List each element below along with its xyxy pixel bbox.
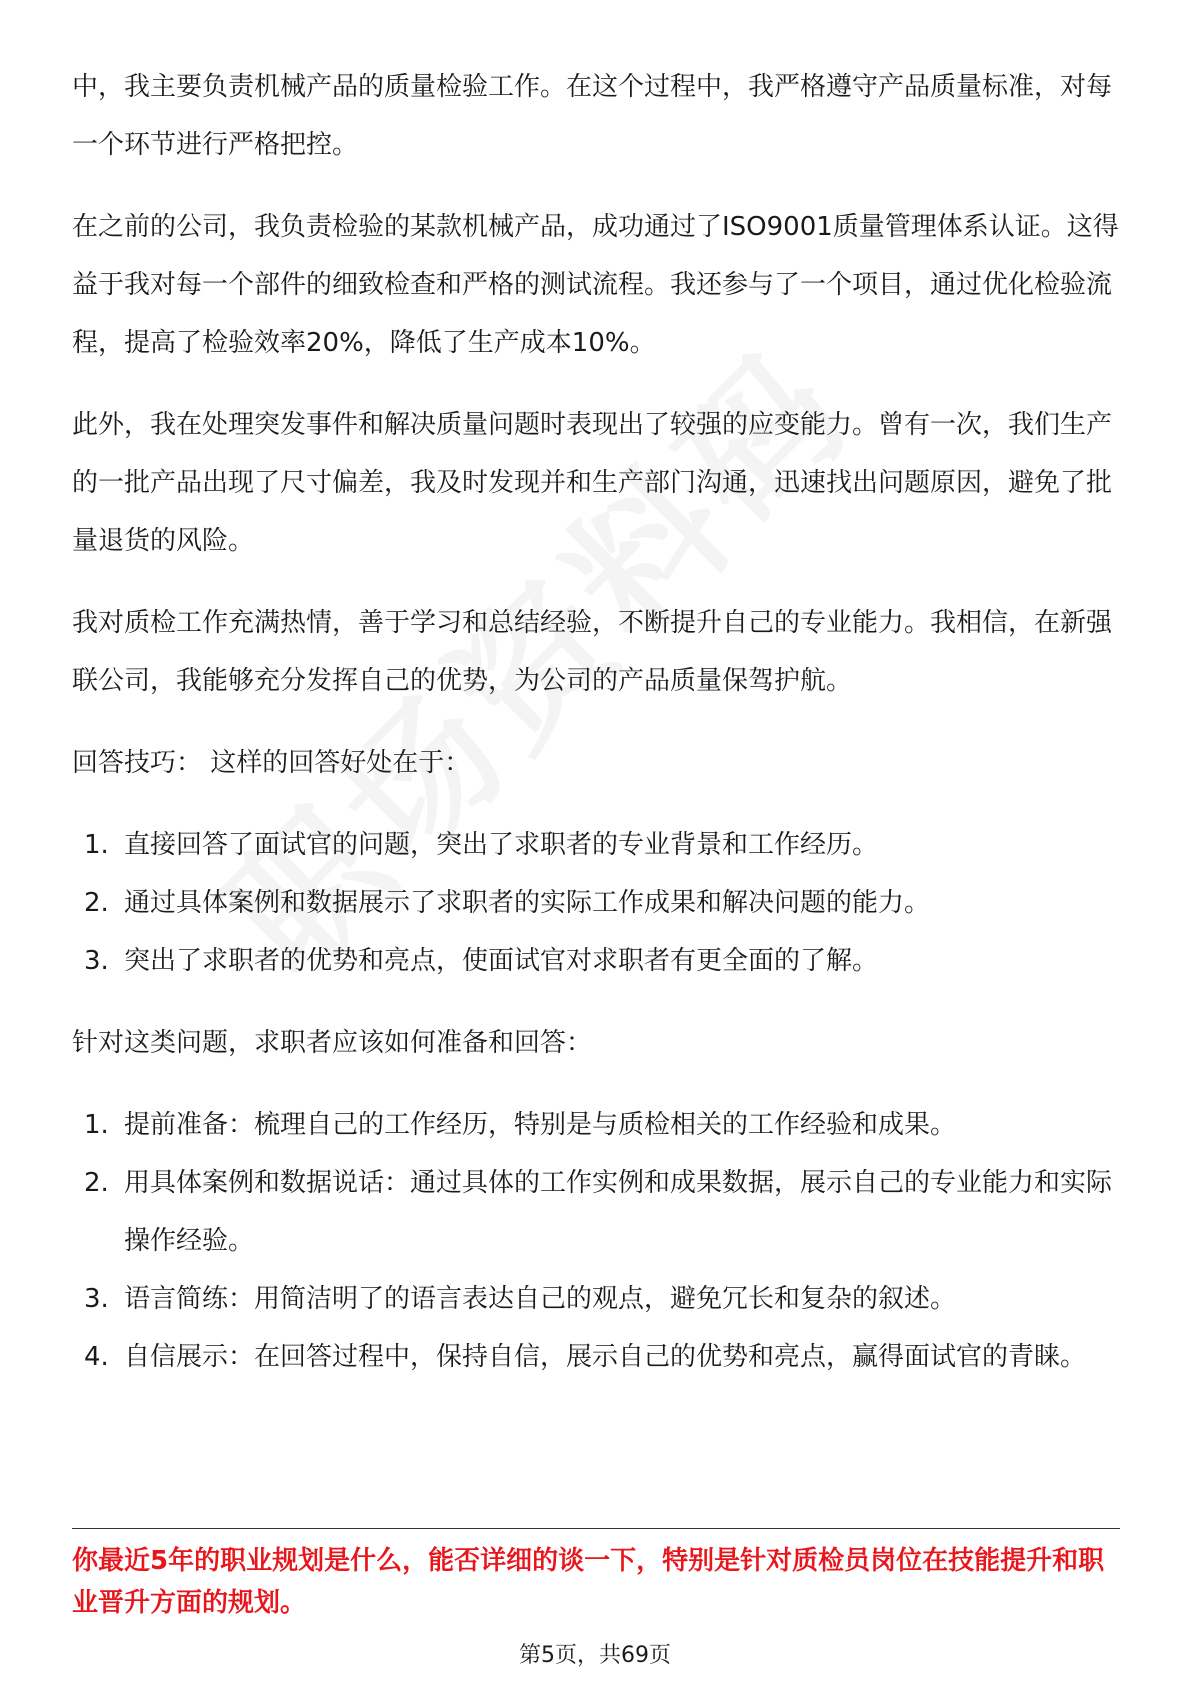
page-footer: 第5页，共69页 bbox=[519, 1643, 671, 1668]
next-question: 你最近5年的职业规划是什么，能否详细的谈一下，特别是针对质检员岗位在技能提升和职业晋升方面的规划。 bbox=[72, 1546, 1105, 1618]
paragraph-4: 我对质检工作充满热情，善于学习和总结经验，不断提升自己的专业能力。我相信，在新强联公司，我能够充分发挥自己的优势，为公司的产品质量保驾护航。 bbox=[72, 608, 1113, 696]
list-number: 1. bbox=[84, 1110, 109, 1140]
prep-heading: 针对这类问题，求职者应该如何准备和回答： bbox=[72, 1028, 593, 1058]
prep-list bbox=[72, 1096, 1120, 1386]
list-text: 提前准备：梳理自己的工作经历，特别是与质检相关的工作经验和成果。 bbox=[124, 1110, 957, 1140]
list-number: 4. bbox=[84, 1342, 109, 1372]
list-item bbox=[72, 1270, 1120, 1328]
list-number: 1. bbox=[84, 830, 109, 860]
list-number: 3. bbox=[84, 1284, 109, 1314]
list-item bbox=[72, 816, 1120, 874]
paragraph-1: 中，我主要负责机械产品的质量检验工作。在这个过程中，我严格遵守产品质量标准，对每一个环节进行严格把控。 bbox=[72, 72, 1113, 160]
list-item bbox=[72, 1154, 1120, 1270]
divider bbox=[72, 1528, 1120, 1529]
list-text: 突出了求职者的优势和亮点，使面试官对求职者有更全面的了解。 bbox=[124, 946, 879, 976]
list-number: 2. bbox=[84, 1168, 109, 1198]
list-text: 自信展示：在回答过程中，保持自信，展示自己的优势和亮点，赢得面试官的青睐。 bbox=[124, 1342, 1087, 1372]
list-text: 语言简练：用简洁明了的语言表达自己的观点，避免冗长和复杂的叙述。 bbox=[124, 1284, 957, 1314]
list-text: 用具体案例和数据说话：通过具体的工作实例和成果数据，展示自己的专业能力和实际操作经验。 bbox=[124, 1168, 1113, 1256]
tips-list bbox=[72, 816, 1120, 990]
list-item bbox=[72, 932, 1120, 990]
page-content bbox=[72, 58, 1120, 1410]
list-text: 通过具体案例和数据展示了求职者的实际工作成果和解决问题的能力。 bbox=[124, 888, 931, 918]
list-item bbox=[72, 874, 1120, 932]
list-number: 3. bbox=[84, 946, 109, 976]
tips-heading: 回答技巧： 这样的回答好处在于： bbox=[72, 748, 471, 778]
list-item bbox=[72, 1328, 1120, 1386]
paragraph-2: 在之前的公司，我负责检验的某款机械产品，成功通过了ISO9001质量管理体系认证。这得益于我对每一个部件的细致检查和严格的测试流程。我还参与了一个项目，通过优化检验流程，提高了检验效率20%，降低了生产成本10%。 bbox=[72, 212, 1119, 358]
list-item bbox=[72, 1096, 1120, 1154]
paragraph-3: 此外，我在处理突发事件和解决质量问题时表现出了较强的应变能力。曾有一次，我们生产的一批产品出现了尺寸偏差，我及时发现并和生产部门沟通，迅速找出问题原因，避免了批量退货的风险。 bbox=[72, 410, 1113, 556]
list-number: 2. bbox=[84, 888, 109, 918]
list-text: 直接回答了面试官的问题，突出了求职者的专业背景和工作经历。 bbox=[124, 830, 879, 860]
